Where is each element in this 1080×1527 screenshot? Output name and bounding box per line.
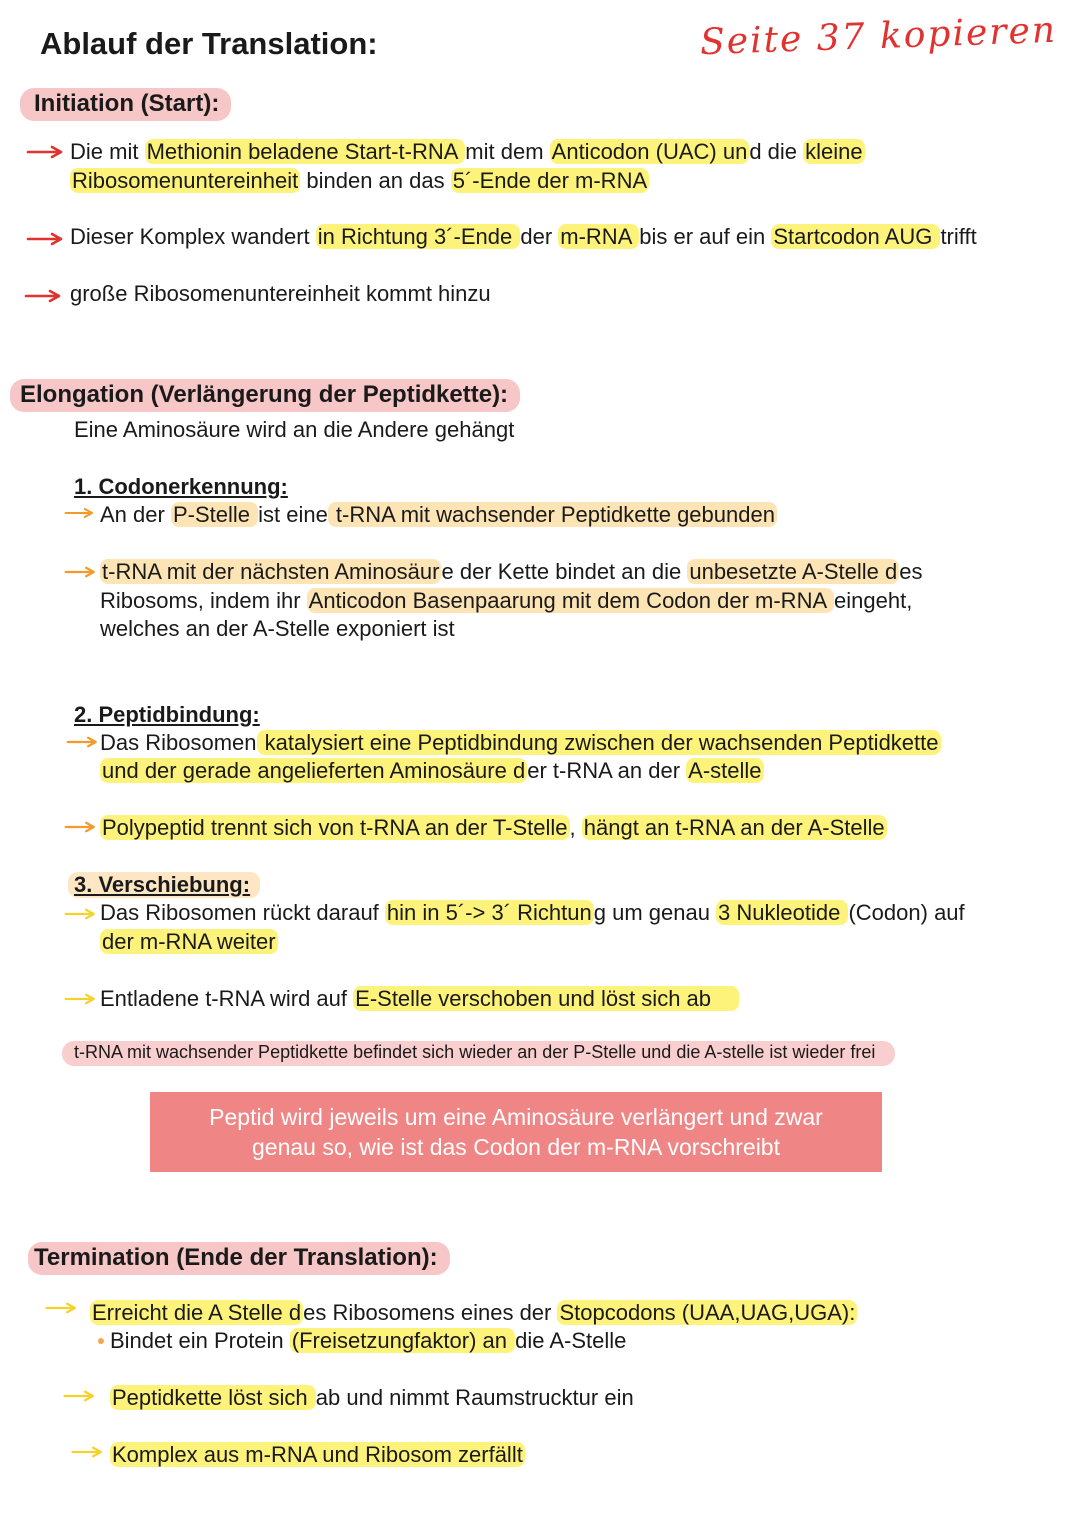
arrow-icon	[64, 908, 98, 920]
shift-step-1-line-2: der m-RNA weiter	[102, 929, 276, 954]
shift-step-2: Entladene t-RNA wird auf E-Stelle verschoben und löst sich ab	[100, 985, 739, 1014]
codon-step-1: An der P-Stelle ist eine t-RNA mit wachsender Peptidkette gebunden	[100, 502, 775, 527]
shift-step-1-line-1: Das Ribosomen rückt darauf hin in 5´-> 3´ Richtung um genau 3 Nukleotide (Codon) auf	[100, 900, 965, 925]
arrow-icon	[26, 232, 66, 246]
codon-step-2-line-3: welches an der A-Stelle exponiert ist	[100, 616, 455, 641]
key-statement-box	[150, 1092, 882, 1172]
initiation-step-1-line-1: Die mit Methionin beladene Start-t-RNA mit dem Anticodon (UAC) und die kleine	[70, 139, 863, 164]
arrow-icon	[42, 1302, 82, 1314]
heading-termination: Termination (Ende der Translation):	[28, 1242, 450, 1275]
initiation-step-2: Dieser Komplex wandert in Richtung 3´-Ende der m-RNA bis er auf ein Startcodon AUG trifft	[70, 224, 977, 249]
heading-verschiebung: 3. Verschiebung:	[68, 872, 260, 898]
peptide-step-2: Polypeptid trennt sich von t-RNA an der T-Stelle, hängt an t-RNA an der A-Stelle	[102, 815, 885, 840]
heading-codonerkennung: 1. Codonerkennung:	[74, 474, 288, 499]
peptide-step-1-line-2: und der gerade angelieferten Aminosäure der t-RNA an der A-stelle	[102, 758, 762, 783]
heading-initiation: Initiation (Start):	[20, 88, 231, 121]
termination-step-1: Erreicht die A Stelle des Ribosomens eines der Stopcodons (UAA,UAG,UGA):	[92, 1300, 856, 1325]
handwritten-note: Seite 37 kopieren	[699, 9, 1058, 64]
bullet-icon	[98, 1338, 104, 1344]
arrow-icon	[60, 1390, 100, 1402]
initiation-step-3: große Ribosomenuntereinheit kommt hinzu	[70, 281, 491, 306]
heading-elongation: Elongation (Verlängerung der Peptidkette):	[10, 379, 520, 412]
peptide-step-1-line-1: Das Ribosomen katalysiert eine Peptidbindung zwischen der wachsenden Peptidkette	[100, 730, 939, 755]
elongation-intro: Eine Aminosäure wird an die Andere gehängt	[74, 417, 515, 442]
heading-peptidbindung: 2. Peptidbindung:	[74, 702, 260, 727]
arrow-icon	[64, 993, 98, 1005]
elongation-summary: t-RNA mit wachsender Peptidkette befindet sich wieder an der P-Stelle und die A-stelle ist wieder frei	[62, 1041, 895, 1066]
key-statement-line-1: Peptid wird jeweils um eine Aminosäure verlängert und zwar	[209, 1104, 823, 1130]
key-statement-line-2: genau so, wie ist das Codon der m-RNA vorschreibt	[252, 1134, 780, 1160]
codon-step-2-line-2: Ribosoms, indem ihr Anticodon Basenpaarung mit dem Codon der m-RNA eingeht,	[100, 588, 913, 613]
termination-step-3: Komplex aus m-RNA und Ribosom zerfällt	[112, 1442, 523, 1467]
arrow-icon	[24, 289, 64, 303]
initiation-step-1-line-2: Ribosomenuntereinheit binden an das 5´-Ende der m-RNA	[72, 168, 648, 193]
termination-step-2: Peptidkette löst sich ab und nimmt Raumstrucktur ein	[112, 1385, 634, 1410]
arrow-icon	[64, 566, 98, 578]
termination-step-1b: Bindet ein Protein (Freisetzungfaktor) an die A-Stelle	[98, 1327, 626, 1356]
arrow-icon	[64, 821, 98, 833]
arrow-icon	[66, 736, 100, 748]
page-title: Ablauf der Translation:	[40, 26, 378, 61]
codon-step-2-line-1: t-RNA mit der nächsten Aminosäure der Kette bindet an die unbesetzte A-Stelle des	[102, 559, 923, 584]
arrow-icon	[64, 507, 96, 519]
arrow-icon	[68, 1446, 108, 1458]
arrow-icon	[26, 145, 66, 159]
